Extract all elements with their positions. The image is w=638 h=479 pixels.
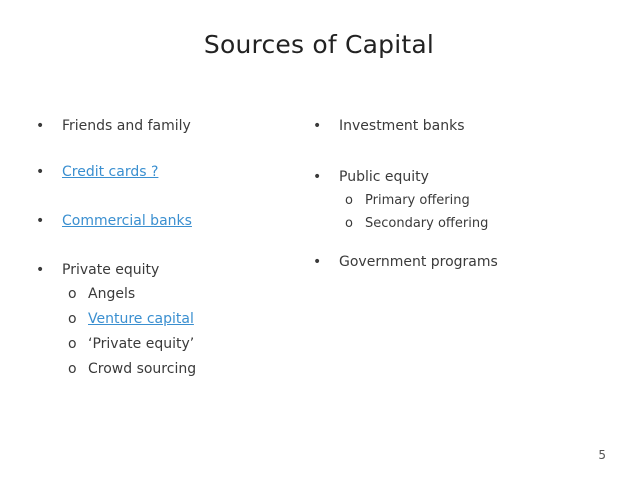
page-number: 5 (598, 448, 606, 462)
bullet-icon: • (36, 262, 45, 278)
sub-list-item-label: ‘Private equity’ (88, 336, 195, 352)
list-item (36, 261, 306, 279)
left-column (36, 117, 306, 378)
slide-title: Sources of Capital (203, 30, 435, 59)
sub-list-item-label: Crowd sourcing (88, 361, 197, 377)
list-item[interactable] (36, 163, 306, 181)
list-item-label: Investment banks (339, 118, 465, 134)
sub-bullet-icon: o (345, 216, 353, 231)
sub-list-item-label: Secondary offering (365, 216, 489, 231)
right-column (313, 117, 613, 271)
bullet-icon: • (313, 254, 322, 270)
sub-list-item (68, 335, 306, 353)
list-item (313, 117, 613, 135)
sub-bullet-icon: o (68, 361, 77, 377)
sub-bullet-icon: o (68, 286, 77, 302)
venture-capital-link[interactable]: Venture capital (88, 311, 194, 327)
sub-list-item[interactable] (68, 310, 306, 328)
credit-cards-link[interactable]: Credit cards ? (62, 164, 159, 180)
sub-list-item (68, 285, 306, 303)
bullet-icon: • (313, 169, 322, 185)
sub-bullet-icon: o (345, 193, 353, 208)
sub-bullet-icon: o (68, 311, 77, 327)
sub-list-item (345, 215, 613, 233)
bullet-icon: • (36, 164, 45, 180)
list-item[interactable] (36, 212, 306, 230)
list-item (313, 253, 613, 271)
list-item (36, 117, 306, 135)
sub-list-item (345, 192, 613, 210)
bullet-icon: • (313, 118, 322, 134)
bullet-icon: • (36, 213, 45, 229)
list-item (313, 168, 613, 186)
commercial-banks-link[interactable]: Commercial banks (62, 213, 192, 229)
sub-list-item-label: Primary offering (365, 193, 470, 208)
list-item-label: Government programs (339, 254, 498, 270)
sub-list-item (68, 360, 306, 378)
list-item-label: Friends and family (62, 118, 191, 134)
list-item-label: Private equity (62, 262, 160, 278)
list-item-label: Public equity (339, 169, 429, 185)
bullet-icon: • (36, 118, 45, 134)
sub-list-item-label: Angels (88, 286, 136, 302)
sub-bullet-icon: o (68, 336, 77, 352)
